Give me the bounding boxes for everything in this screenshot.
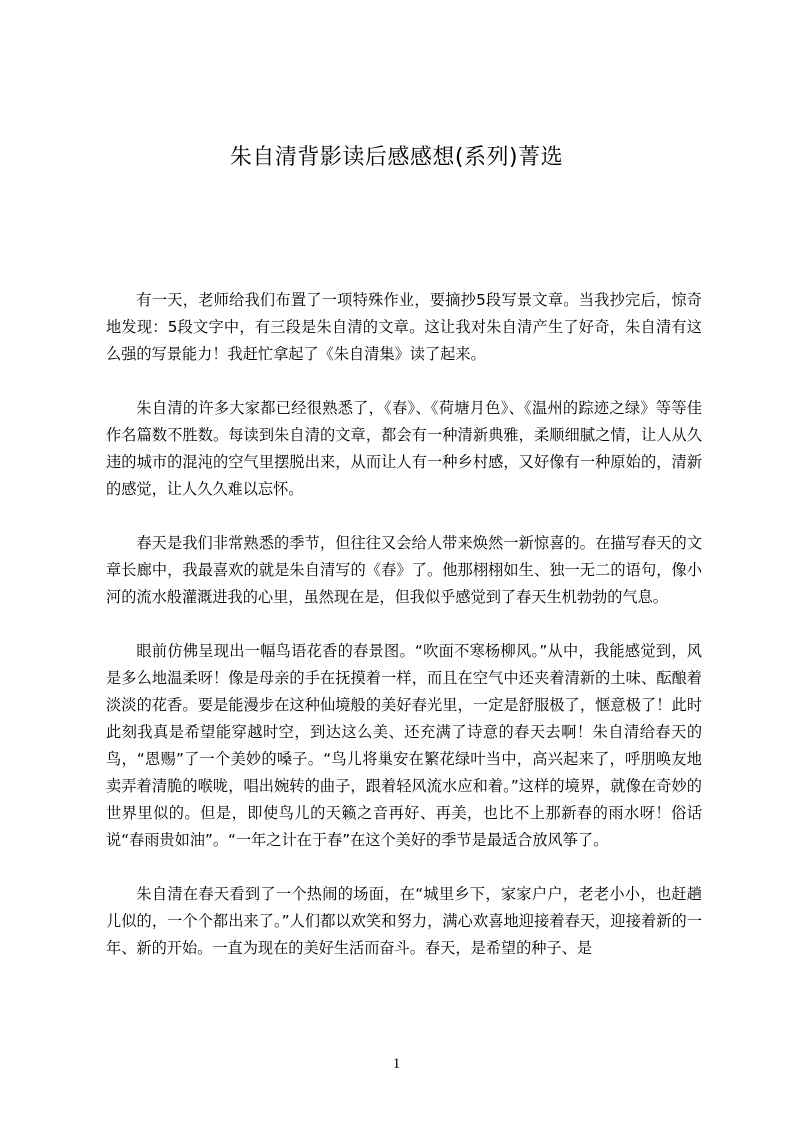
paragraph: 春天是我们非常熟悉的季节，但往往又会给人带来焕然一新惊喜的。在描写春天的文章长廊中，我最喜欢的就是朱自清写的《春》了。他那栩栩如生、独一无二的语句，像小河的流水般灌溉进我的心里，虽然现在是，但我似乎感觉到了春天生机勃勃的气息。 [106, 534, 702, 606]
paragraph: 朱自清在春天看到了一个热闹的场面，在“城里乡下，家家户户，老老小小，也赶趟儿似的，一个个都出来了。”人们都以欢笑和努力，满心欢喜地迎接着春天，迎接着新的一年、新的开始。一直为现在的美好生活而奋斗。春天，是希望的种子、是 [106, 885, 702, 957]
paragraph: 有一天，老师给我们布置了一项特殊作业，要摘抄5段写景文章。当我抄完后，惊奇地发现：5段文字中，有三段是朱自清的文章。这让我对朱自清产生了好奇，朱自清有这么强的写景能力！我赶忙拿起了《朱自清集》读了起来。 [106, 291, 702, 363]
page-number: 1 [392, 1056, 401, 1072]
document-body [106, 287, 702, 989]
page-title: 朱自清背影读后感感想(系列)菁选 [229, 145, 564, 170]
paragraph: 朱自清的许多大家都已经很熟悉了，《春》、《荷塘月色》、《温州的踪迹之绿》等等佳作名篇数不胜数。每读到朱自清的文章，都会有一种清新典雅，柔顺细腻之情，让人从久违的城市的混沌的空气里摆脱出来，从而让人有一种乡村感，又好像有一种原始的，清新的感觉，让人久久难以忘怀。 [106, 399, 702, 498]
paragraph: 眼前仿佛呈现出一幅鸟语花香的春景图。“吹面不寒杨柳风。”从中，我能感觉到，风是多么地温柔呀！像是母亲的手在抚摸着一样，而且在空气中还夹着清新的土味、酝酿着淡淡的花香。要是能漫步在这种仙境般的美好春光里，一定是舒服极了，惬意极了！此时此刻我真是希望能穿越时空，到达这么美、还充满了诗意的春天去啊！朱自清给春天的鸟，“恩赐”了一个美妙的嗓子。“鸟儿将巢安在繁花绿叶当中，高兴起来了，呼朋唤友地卖弄着清脆的喉咙，唱出婉转的曲子，跟着轻风流水应和着。”这样的境界，就像在奇妙的世界里似的。但是，即使鸟儿的天籁之音再好、再美，也比不上那新春的雨水呀！俗话说“春雨贵如油”。“一年之计在于春”在这个美好的季节是最适合放风筝了。 [106, 642, 702, 849]
